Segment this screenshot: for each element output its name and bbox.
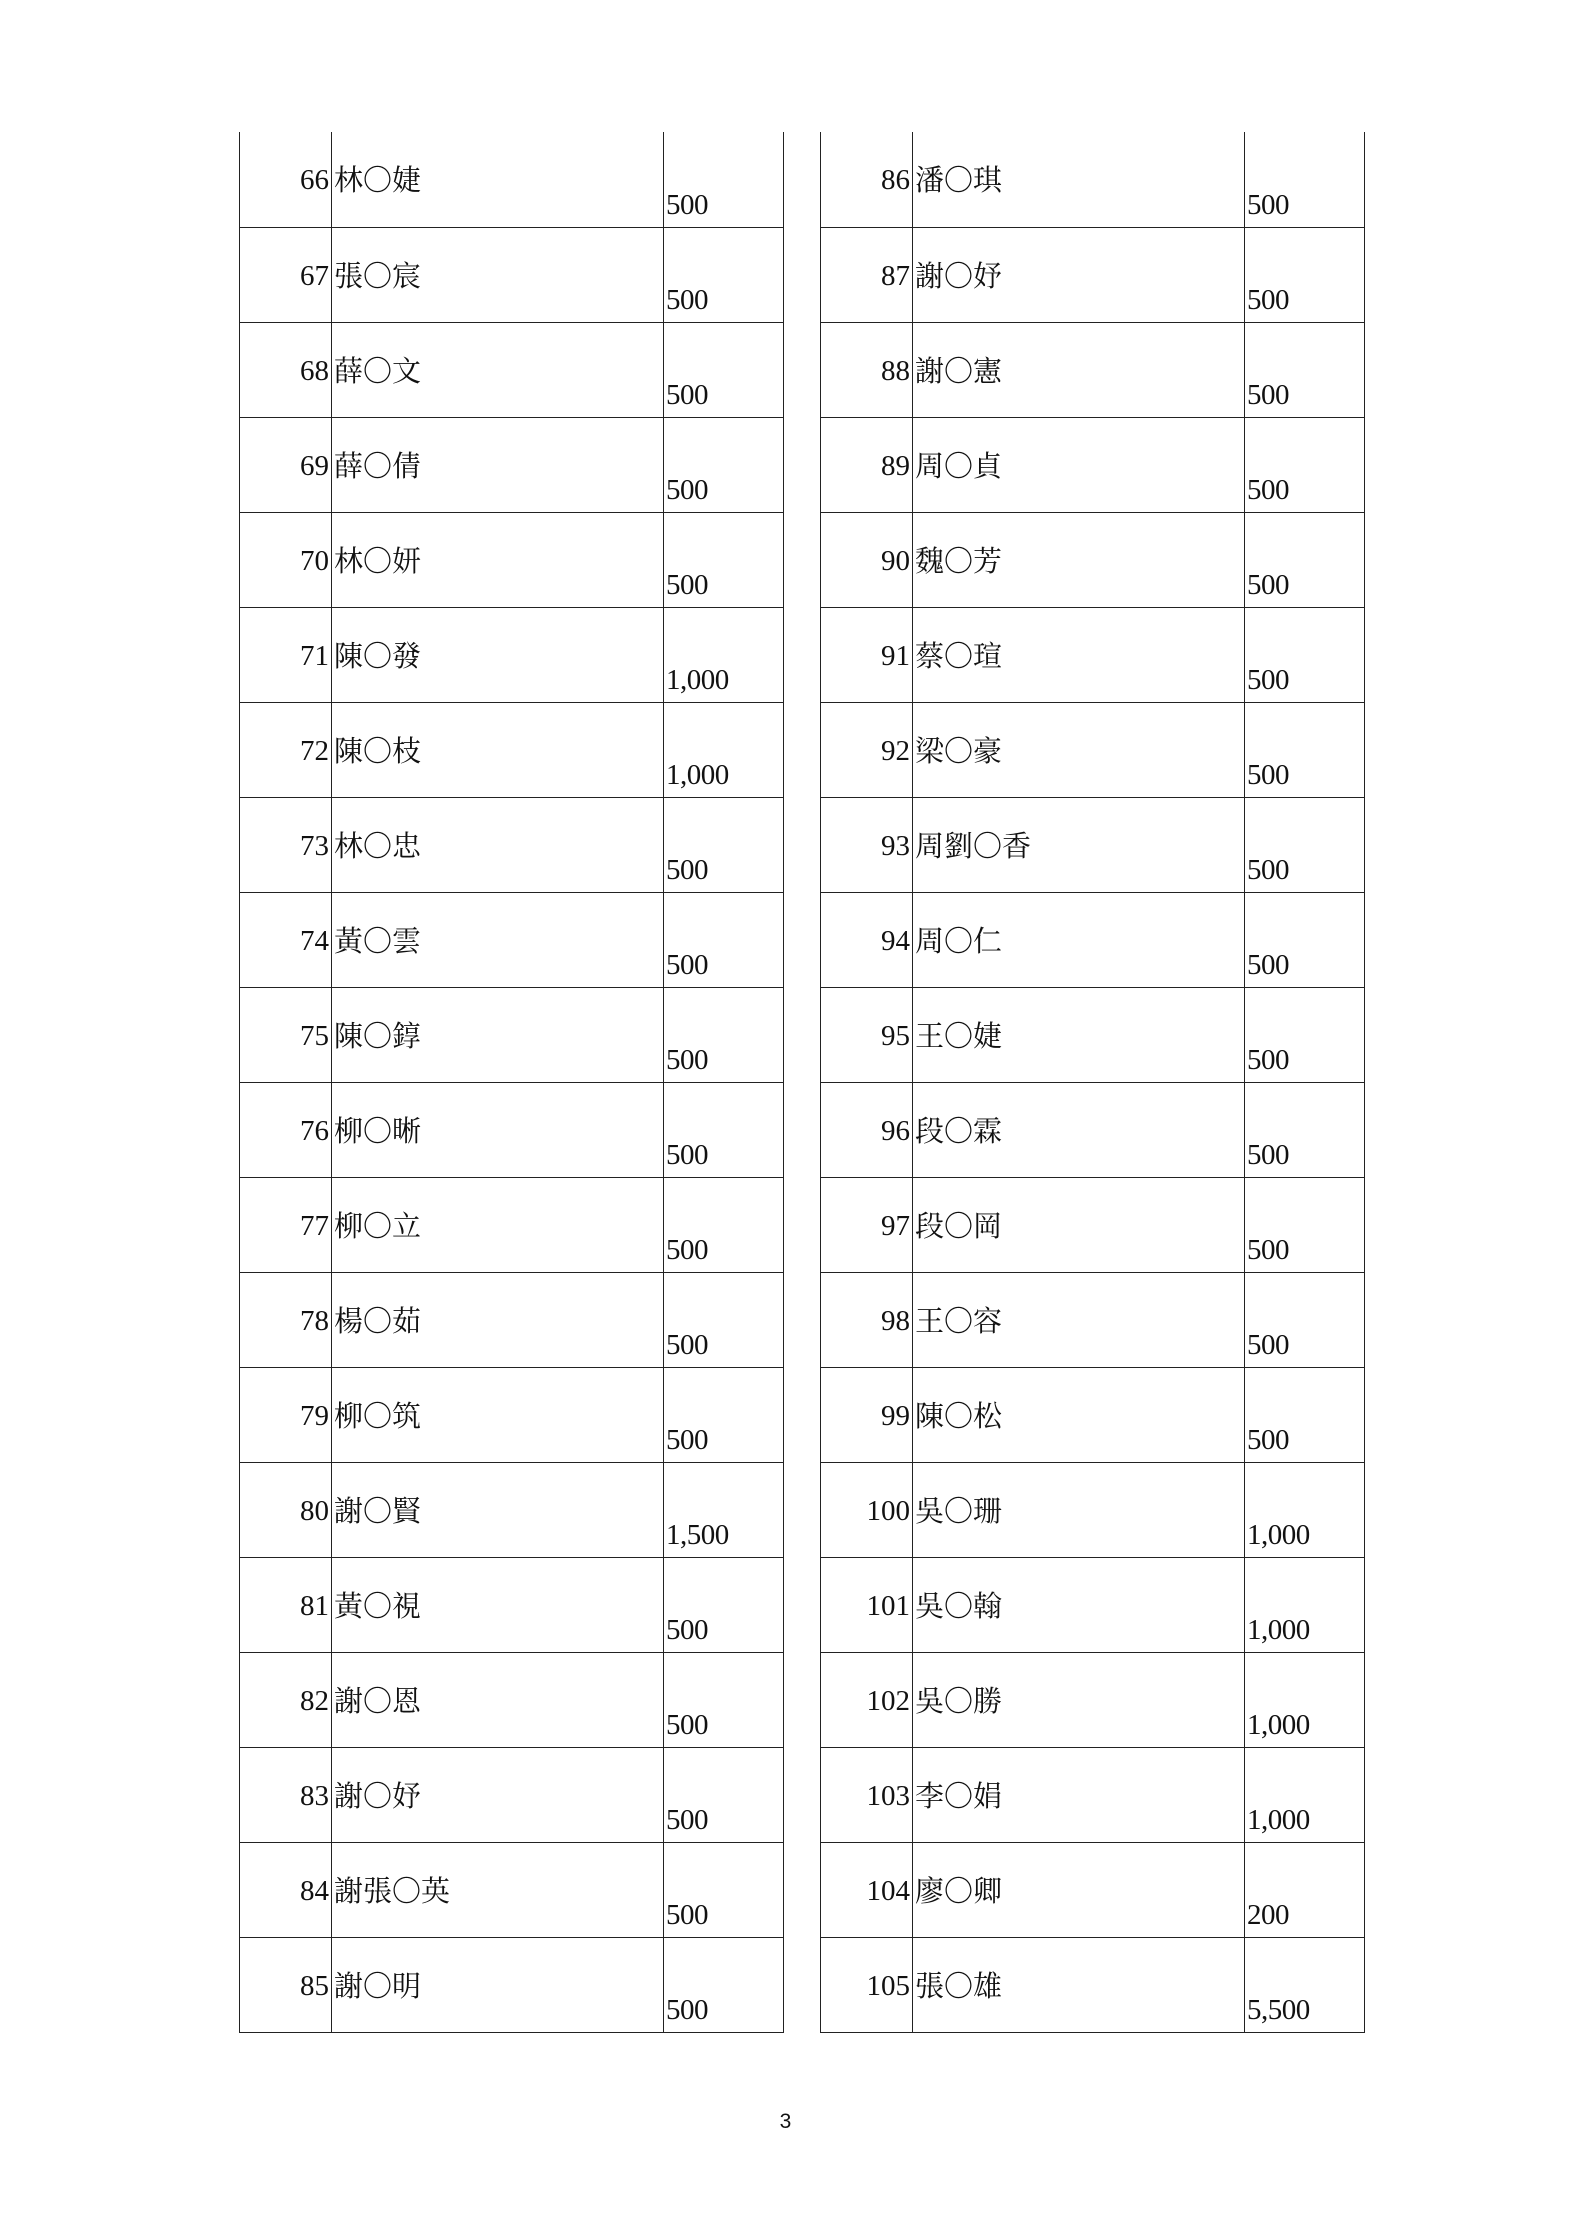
table-row: [821, 322, 1365, 417]
row-number: 75: [240, 987, 332, 1082]
donor-name: 陳〇發: [332, 607, 664, 702]
donor-name: 潘〇琪: [913, 132, 1245, 227]
table-row: [240, 512, 784, 607]
donation-amount: 1,000: [1245, 1747, 1365, 1842]
row-number: 86: [821, 132, 913, 227]
row-number: 100: [821, 1462, 913, 1557]
donor-name: 謝〇妤: [332, 1747, 664, 1842]
donor-name: 段〇霖: [913, 1082, 1245, 1177]
row-number: 87: [821, 227, 913, 322]
row-number: 89: [821, 417, 913, 512]
row-number: 98: [821, 1272, 913, 1367]
table-row: [821, 1367, 1365, 1462]
donor-name: 柳〇立: [332, 1177, 664, 1272]
row-number: 101: [821, 1557, 913, 1652]
row-number: 95: [821, 987, 913, 1082]
donation-amount: 500: [1245, 702, 1365, 797]
donation-amount: 500: [1245, 1082, 1365, 1177]
table-row: [821, 417, 1365, 512]
donation-amount: 500: [664, 892, 784, 987]
donation-amount: 500: [664, 1367, 784, 1462]
donation-amount: 500: [1245, 132, 1365, 227]
row-number: 90: [821, 512, 913, 607]
table-row: [240, 892, 784, 987]
row-number: 92: [821, 702, 913, 797]
table-row: [240, 1842, 784, 1937]
donation-amount: 500: [664, 132, 784, 227]
page-number: 3: [779, 2110, 792, 2133]
donor-name: 陳〇松: [913, 1367, 1245, 1462]
donation-amount: 500: [1245, 512, 1365, 607]
donor-name: 張〇雄: [913, 1937, 1245, 2032]
row-number: 104: [821, 1842, 913, 1937]
row-number: 81: [240, 1557, 332, 1652]
donation-amount: 500: [1245, 987, 1365, 1082]
table-row: [240, 1177, 784, 1272]
table-row: [240, 1747, 784, 1842]
donation-amount: 500: [664, 417, 784, 512]
donation-amount: 500: [664, 227, 784, 322]
donor-table-body: [240, 132, 784, 2032]
donor-name: 柳〇晰: [332, 1082, 664, 1177]
row-number: 74: [240, 892, 332, 987]
donor-name: 林〇妍: [332, 512, 664, 607]
donation-amount: 500: [1245, 607, 1365, 702]
donation-amount: 500: [1245, 797, 1365, 892]
table-row: [821, 1462, 1365, 1557]
row-number: 80: [240, 1462, 332, 1557]
row-number: 99: [821, 1367, 913, 1462]
donor-name: 梁〇豪: [913, 702, 1245, 797]
row-number: 66: [240, 132, 332, 227]
donation-amount: 500: [1245, 417, 1365, 512]
donation-amount: 1,000: [1245, 1557, 1365, 1652]
donor-name: 李〇娟: [913, 1747, 1245, 1842]
donor-name: 王〇婕: [913, 987, 1245, 1082]
row-number: 71: [240, 607, 332, 702]
table-row: [821, 1272, 1365, 1367]
table-row: [821, 227, 1365, 322]
donation-amount: 500: [664, 1652, 784, 1747]
table-row: [240, 132, 784, 227]
donation-amount: 500: [1245, 322, 1365, 417]
row-number: 73: [240, 797, 332, 892]
table-row: [821, 132, 1365, 227]
table-row: [240, 1652, 784, 1747]
donation-amount: 500: [664, 1937, 784, 2032]
donation-amount: 500: [1245, 227, 1365, 322]
table-row: [821, 1747, 1365, 1842]
donor-name: 吳〇珊: [913, 1462, 1245, 1557]
row-number: 103: [821, 1747, 913, 1842]
donor-name: 周〇貞: [913, 417, 1245, 512]
donation-amount: 500: [664, 1842, 784, 1937]
donor-name: 黃〇視: [332, 1557, 664, 1652]
donor-name: 楊〇茹: [332, 1272, 664, 1367]
donation-amount: 500: [664, 1082, 784, 1177]
table-row: [240, 1937, 784, 2032]
row-number: 96: [821, 1082, 913, 1177]
donation-amount: 500: [664, 1557, 784, 1652]
donor-name: 魏〇芳: [913, 512, 1245, 607]
row-number: 77: [240, 1177, 332, 1272]
table-row: [821, 797, 1365, 892]
table-row: [240, 702, 784, 797]
row-number: 84: [240, 1842, 332, 1937]
donation-amount: 500: [664, 987, 784, 1082]
table-row: [821, 892, 1365, 987]
row-number: 78: [240, 1272, 332, 1367]
table-row: [821, 1177, 1365, 1272]
table-row: [240, 417, 784, 512]
donation-amount: 1,000: [664, 607, 784, 702]
row-number: 105: [821, 1937, 913, 2032]
table-row: [821, 512, 1365, 607]
donor-name: 王〇容: [913, 1272, 1245, 1367]
table-row: [240, 1462, 784, 1557]
donor-name: 謝張〇英: [332, 1842, 664, 1937]
donation-amount: 500: [1245, 1177, 1365, 1272]
donor-name: 吳〇翰: [913, 1557, 1245, 1652]
donor-name: 謝〇明: [332, 1937, 664, 2032]
row-number: 97: [821, 1177, 913, 1272]
donor-name: 謝〇恩: [332, 1652, 664, 1747]
donor-name: 陳〇錞: [332, 987, 664, 1082]
donor-name: 黃〇雲: [332, 892, 664, 987]
row-number: 93: [821, 797, 913, 892]
donation-amount: 500: [664, 797, 784, 892]
table-row: [821, 1557, 1365, 1652]
donation-amount: 500: [664, 1177, 784, 1272]
donor-name: 段〇岡: [913, 1177, 1245, 1272]
table-row: [821, 987, 1365, 1082]
donation-amount: 500: [1245, 892, 1365, 987]
table-row: [240, 322, 784, 417]
donor-name: 陳〇枝: [332, 702, 664, 797]
row-number: 85: [240, 1937, 332, 2032]
table-row: [240, 987, 784, 1082]
table-row: [240, 797, 784, 892]
donor-name: 薛〇文: [332, 322, 664, 417]
donor-name: 謝〇妤: [913, 227, 1245, 322]
donation-amount: 500: [664, 322, 784, 417]
row-number: 91: [821, 607, 913, 702]
donor-name: 蔡〇瑄: [913, 607, 1245, 702]
donation-amount: 1,000: [1245, 1652, 1365, 1747]
donor-name: 吳〇勝: [913, 1652, 1245, 1747]
donor-table-left: [239, 132, 784, 2033]
donor-name: 柳〇筑: [332, 1367, 664, 1462]
donation-amount: 500: [664, 1272, 784, 1367]
row-number: 69: [240, 417, 332, 512]
donor-name: 謝〇憲: [913, 322, 1245, 417]
donor-table-body: [821, 132, 1365, 2032]
donor-name: 周劉〇香: [913, 797, 1245, 892]
row-number: 88: [821, 322, 913, 417]
row-number: 68: [240, 322, 332, 417]
donation-amount: 5,500: [1245, 1937, 1365, 2032]
donor-name: 林〇婕: [332, 132, 664, 227]
row-number: 79: [240, 1367, 332, 1462]
table-row: [821, 607, 1365, 702]
donor-name: 謝〇賢: [332, 1462, 664, 1557]
donor-name: 廖〇卿: [913, 1842, 1245, 1937]
table-row: [240, 227, 784, 322]
donor-name: 薛〇倩: [332, 417, 664, 512]
donation-amount: 500: [664, 1747, 784, 1842]
donation-amount: 1,000: [1245, 1462, 1365, 1557]
table-row: [240, 1272, 784, 1367]
table-row: [240, 607, 784, 702]
table-row: [821, 1842, 1365, 1937]
donor-table-right: [820, 132, 1365, 2033]
donation-amount: 1,000: [664, 702, 784, 797]
row-number: 102: [821, 1652, 913, 1747]
table-row: [821, 1082, 1365, 1177]
row-number: 94: [821, 892, 913, 987]
row-number: 67: [240, 227, 332, 322]
table-row: [240, 1082, 784, 1177]
donation-amount: 200: [1245, 1842, 1365, 1937]
donation-amount: 500: [1245, 1272, 1365, 1367]
row-number: 82: [240, 1652, 332, 1747]
row-number: 83: [240, 1747, 332, 1842]
donation-amount: 500: [664, 512, 784, 607]
donor-name: 林〇忠: [332, 797, 664, 892]
donation-amount: 1,500: [664, 1462, 784, 1557]
table-row: [240, 1557, 784, 1652]
table-row: [821, 1937, 1365, 2032]
row-number: 70: [240, 512, 332, 607]
row-number: 76: [240, 1082, 332, 1177]
donor-name: 周〇仁: [913, 892, 1245, 987]
table-row: [821, 702, 1365, 797]
donor-name: 張〇宸: [332, 227, 664, 322]
donation-amount: 500: [1245, 1367, 1365, 1462]
table-row: [821, 1652, 1365, 1747]
table-row: [240, 1367, 784, 1462]
row-number: 72: [240, 702, 332, 797]
